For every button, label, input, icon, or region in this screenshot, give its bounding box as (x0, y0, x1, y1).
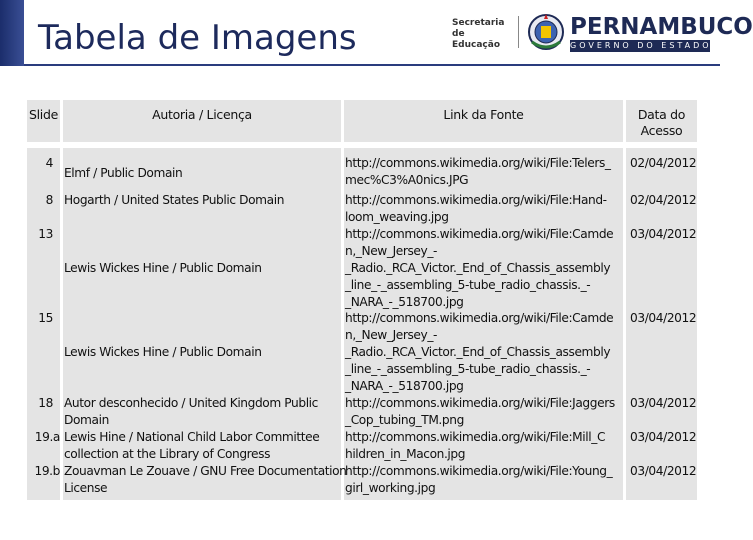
slide-header (0, 0, 753, 66)
column-header-slide: Slide (28, 107, 58, 122)
table-row-date: 03/04/2012 (630, 464, 697, 478)
table-row-autoria: Lewis Wickes Hine / Public Domain (64, 261, 262, 275)
table-row-link[interactable]: http://commons.wikimedia.org/wiki/File:Telers_ mec%C3%A0nics.JPG (345, 156, 611, 187)
table-row-autoria: Zouavman Le Zouave / GNU Free Documentation License (64, 464, 347, 495)
column-divider (341, 100, 344, 500)
table-row-link[interactable]: http://commons.wikimedia.org/wiki/File:Mill_C hildren_in_Macon.jpg (345, 430, 606, 461)
table-row-autoria: Elmf / Public Domain (64, 166, 183, 180)
table-row-slide: 8 (45, 193, 53, 207)
table-row-link[interactable]: http://commons.wikimedia.org/wiki/File:Hand- loom_weaving.jpg (345, 193, 607, 224)
table-row-autoria: Lewis Wickes Hine / Public Domain (64, 345, 262, 359)
table-row-date: 02/04/2012 (630, 193, 697, 207)
table-row-link[interactable]: http://commons.wikimedia.org/wiki/File:Camde n,_New_Jersey_- _Radio._RCA_Victor._End_of_Chassis_assembly _line_-_assembling_5-tube_radio_chassis._- _NARA_-_518700.jpg (345, 227, 614, 309)
table-row-slide: 18 (38, 396, 53, 410)
page-title: Tabela de Imagens (38, 18, 357, 58)
table-row-slide: 19.b (34, 464, 60, 478)
column-header-data: Data do Acesso (637, 107, 686, 138)
header-divider (24, 64, 720, 66)
column-divider (623, 100, 626, 500)
table-row-slide: 19.a (34, 430, 60, 444)
table-row-date: 03/04/2012 (630, 430, 697, 444)
column-divider (60, 100, 63, 500)
header-accent-bar (0, 0, 24, 66)
brand-name: PERNAMBUCO (570, 14, 753, 40)
government-logo (452, 12, 753, 52)
column-header-autoria: Autoria / Licença (152, 107, 252, 122)
table-row-date: 03/04/2012 (630, 311, 697, 325)
table-row-slide: 4 (45, 156, 53, 170)
state-crest-icon (526, 12, 566, 52)
table-row-date: 02/04/2012 (630, 156, 697, 170)
table-row-link[interactable]: http://commons.wikimedia.org/wiki/File:Jaggers _Cop_tubing_TM.png (345, 396, 615, 427)
table-row-slide: 15 (38, 311, 53, 325)
table-row-autoria: Hogarth / United States Public Domain (64, 193, 285, 207)
table-row-autoria: Lewis Hine / National Child Labor Committee collection at the Library of Congress (64, 430, 320, 461)
header-row-divider (27, 142, 697, 148)
secretaria-label: Secretaria de Educação (452, 18, 505, 50)
column-header-link: Link da Fonte (443, 107, 524, 122)
logo-separator (518, 16, 519, 48)
table-row-date: 03/04/2012 (630, 227, 697, 241)
table-row-autoria: Autor desconhecido / United Kingdom Public Domain (64, 396, 318, 427)
brand-subtitle: GOVERNO DO ESTADO (570, 41, 712, 50)
table-row-link[interactable]: http://commons.wikimedia.org/wiki/File:Camde n,_New_Jersey_- _Radio._RCA_Victor._End_of_Chassis_assembly _line_-_assembling_5-tube_radio_chassis._- _NARA_-_518700.jpg (345, 311, 614, 393)
table-row-link[interactable]: http://commons.wikimedia.org/wiki/File:Young_ girl_working.jpg (345, 464, 613, 495)
table-row-slide: 13 (38, 227, 53, 241)
table-row-date: 03/04/2012 (630, 396, 697, 410)
